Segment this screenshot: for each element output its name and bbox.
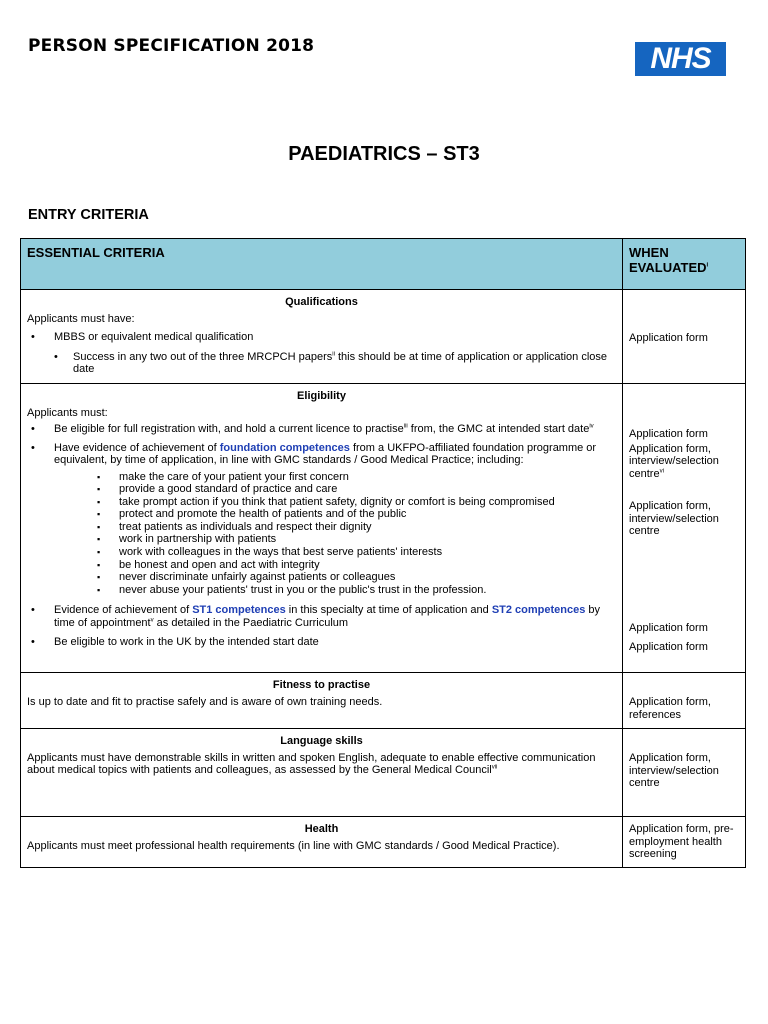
evaluation-text: Application form, pre-employment health screening [629, 823, 734, 860]
st1-competences-link[interactable]: ST1 competences [192, 604, 286, 617]
qualifications-list [27, 331, 616, 376]
qualifications-evaluation [623, 290, 746, 384]
fitness-title: Fitness to practise [272, 679, 371, 691]
health-text: Applicants must meet professional health requirements (in line with GMC standards / Good Medical Practice). [27, 839, 560, 852]
list-item [27, 423, 616, 436]
table-header-row [21, 239, 746, 290]
sub-list-item: ▪ take prompt action if you think that patient safety, dignity or comfort is being compromised [27, 496, 616, 509]
footnote-marker: ii [332, 350, 335, 357]
sub-list-item: ▪ protect and promote the health of patients and of the public [27, 508, 616, 521]
health-criteria [21, 817, 623, 868]
document-title: PAEDIATRICS – ST3 [288, 143, 480, 165]
when-evaluated-label: WHEN EVALUATED [629, 245, 707, 275]
health-evaluation [623, 817, 746, 868]
foundation-competences-link[interactable]: foundation competences [219, 441, 350, 454]
list-item-text: as detailed in the Paediatric Curriculum [153, 616, 349, 629]
footnote-marker: i [706, 262, 709, 269]
list-item-text: Have evidence of achievement of [54, 441, 220, 454]
evaluation-text: Application form, references [629, 696, 711, 721]
evaluation-text: Application form [629, 641, 708, 653]
evaluation-text: Application form, interview/selection centre [629, 752, 719, 789]
eligibility-list-cont [27, 604, 616, 649]
st2-competences-link[interactable]: ST2 competences [491, 604, 586, 617]
eligibility-evaluation [623, 384, 746, 673]
list-item [27, 331, 616, 344]
qualifications-criteria [21, 290, 623, 384]
eligibility-intro: Applicants must: [27, 406, 108, 419]
section-heading: ENTRY CRITERIA [28, 207, 149, 223]
list-item [27, 604, 616, 629]
language-text [27, 752, 616, 777]
evaluation-text: Application form, interview/selection centre [629, 500, 719, 537]
language-title: Language skills [280, 735, 363, 747]
eligibility-criteria [21, 384, 623, 673]
qualifications-title: Qualifications [285, 296, 358, 308]
health-title: Health [304, 823, 339, 835]
fitness-evaluation [623, 673, 746, 729]
eligibility-title: Eligibility [297, 390, 346, 402]
list-item-text: this should be at time of application or application close date [73, 350, 608, 375]
page-header-title: PERSON SPECIFICATION 2018 [28, 36, 315, 56]
language-text-body: Applicants must have demonstrable skills in written and spoken English, adequate to enable effective communication about medical topics with patients and colleagues, as assessed by the General Medical Council [27, 751, 596, 776]
sub-list-item: ▪ be honest and open and act with integrity [27, 559, 616, 572]
list-item-text: Evidence of achievement of [54, 604, 193, 617]
list-item [27, 442, 616, 467]
qualifications-intro: Applicants must have: [27, 312, 135, 325]
competences-sub-list [27, 471, 616, 597]
sub-list-item: ▪ make the care of your patient your first concern [27, 471, 616, 484]
sub-list-item: ▪ work in partnership with patients [27, 533, 616, 546]
language-row [21, 729, 746, 817]
nhs-logo: NHS [635, 42, 726, 76]
evaluation-text: Application form [629, 428, 708, 440]
evaluation-text: Application form [629, 332, 708, 344]
evaluation-text [629, 443, 739, 481]
list-item-text: from, the GMC at intended start date [407, 423, 590, 435]
eligibility-list [27, 423, 616, 467]
language-criteria [21, 729, 623, 817]
fitness-text: Is up to date and fit to practise safely and is aware of own training needs. [27, 695, 383, 708]
footnote-marker: vii [491, 764, 498, 771]
list-item [27, 636, 616, 649]
fitness-criteria [21, 673, 623, 729]
list-item [27, 351, 616, 376]
eligibility-row [21, 384, 746, 673]
list-item-text: in this specialty at time of application and [285, 604, 492, 617]
sub-list-item: ▪ provide a good standard of practice and care [27, 483, 616, 496]
footnote-marker: iii [403, 423, 408, 430]
list-item-text: MBBS or equivalent medical qualification [54, 331, 254, 343]
essential-criteria-header: ESSENTIAL CRITERIA [21, 239, 623, 290]
health-row [21, 817, 746, 868]
list-item-text: from a UKFPO-affiliated foundation programme or equivalent, by time of application, in line with GMC standards / Good Medical Practice; including: [54, 441, 597, 466]
footnote-marker: iv [589, 423, 594, 430]
when-evaluated-header [623, 239, 746, 290]
list-item-text: Be eligible to work in the UK by the intended start date [54, 636, 319, 649]
criteria-table [20, 238, 746, 868]
qualifications-row [21, 290, 746, 384]
list-item-text: Success in any two out of the three MRCPCH papers [73, 350, 333, 363]
footnote-marker: vi [659, 467, 664, 474]
evaluation-text-part: Application form, interview/selection centre [629, 442, 719, 480]
sub-list-item: ▪ treat patients as individuals and respect their dignity [27, 521, 616, 534]
fitness-row [21, 673, 746, 729]
footnote-marker: v [150, 617, 154, 624]
sub-list-item: ▪ never abuse your patients' trust in you or the public's trust in the profession. [27, 584, 616, 597]
sub-list-item: ▪ work with colleagues in the ways that best serve patients' interests [27, 546, 616, 559]
list-item-text: Be eligible for full registration with, and hold a current licence to practise [54, 423, 404, 435]
language-evaluation [623, 729, 746, 817]
evaluation-text: Application form [629, 621, 708, 634]
list-item-text: by time of appointment [54, 604, 601, 629]
sub-list-item: ▪ never discriminate unfairly against patients or colleagues [27, 571, 616, 584]
